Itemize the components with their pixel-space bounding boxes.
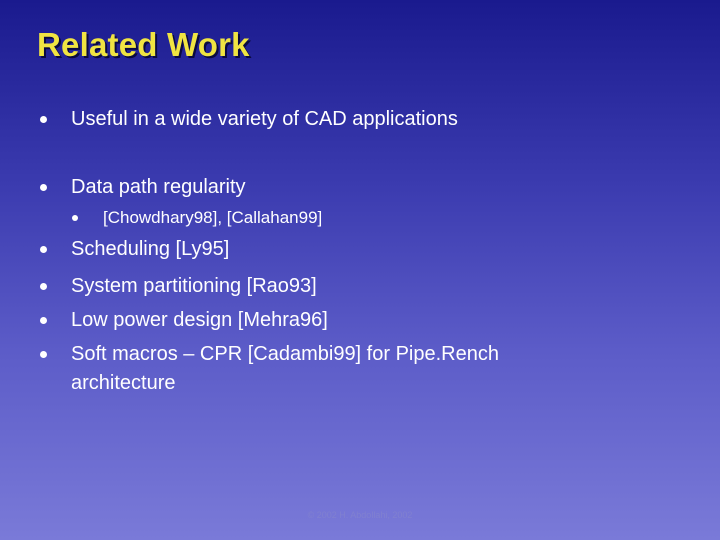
bullet-text: Soft macros – CPR [Cadambi99] for Pipe.Rench [71,343,499,365]
bullet-text: Data path regularity [71,176,246,198]
bullet-text: System partitioning [Rao93] [71,275,317,297]
bullet-dot-icon [72,215,78,221]
bullet-dot-icon [40,116,47,123]
sub-bullet-text: [Chowdhary98], [Callahan99] [103,208,323,227]
bullet-dot-icon [40,184,47,191]
bullet-dot-icon [40,351,47,358]
bullet-text: Useful in a wide variety of CAD applications [71,108,458,130]
slide-title: Related Work [37,26,250,63]
bullet-text: architecture [71,372,176,394]
bullet-dot-icon [40,246,47,253]
bullet-text: Low power design [Mehra96] [71,309,328,331]
bullet-dot-icon [40,283,47,290]
bullet-text: Scheduling [Ly95] [71,238,230,260]
bullet-dot-icon [40,317,47,324]
slide-footer: © 2002 H. Abdollahi, 2002 [307,510,413,520]
